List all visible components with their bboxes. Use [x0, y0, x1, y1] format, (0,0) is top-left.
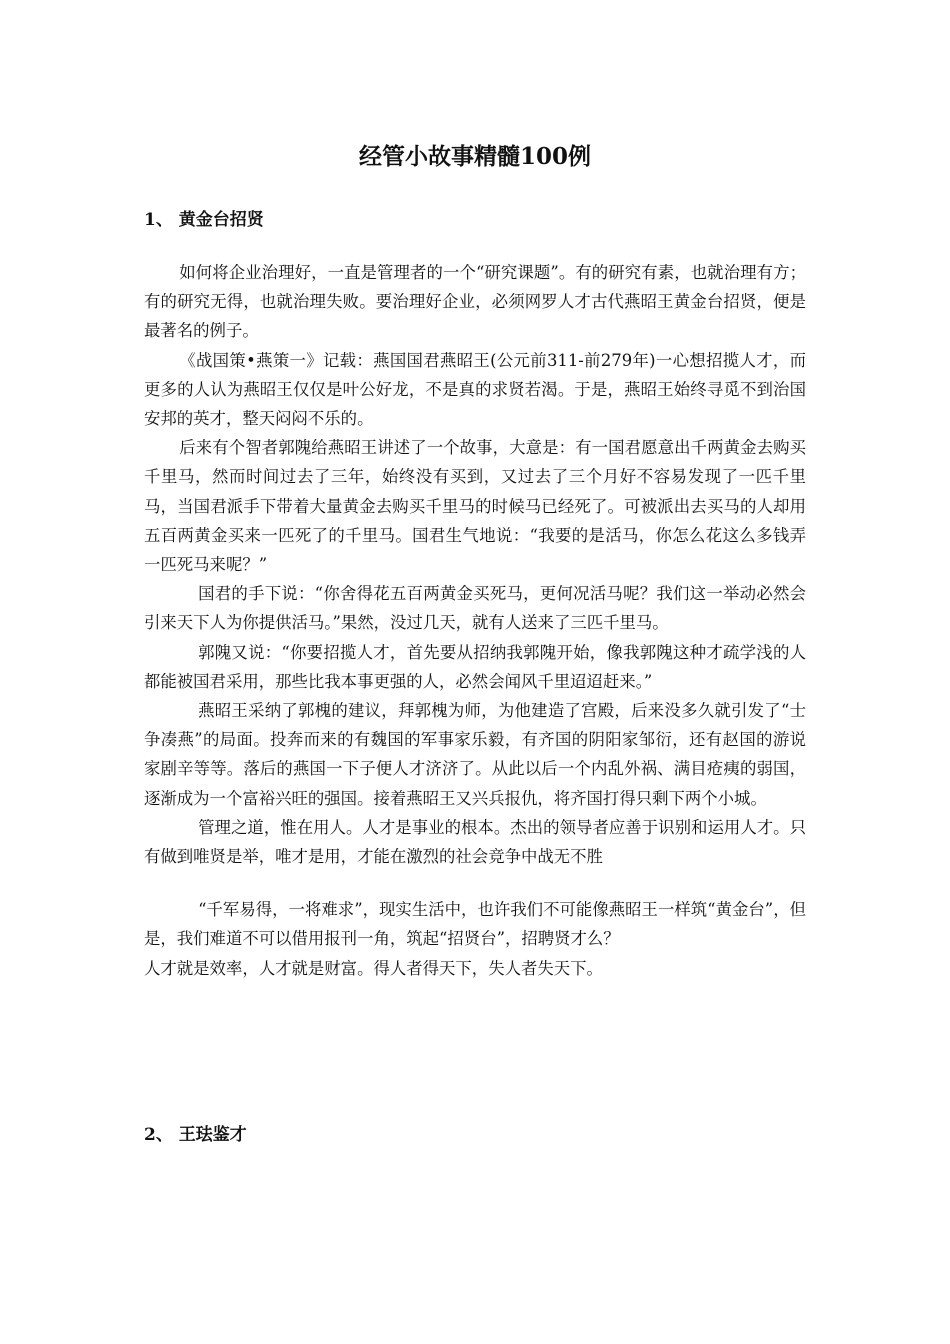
section-title: 黄金台招贤 — [178, 210, 264, 230]
section-number: 2、 — [144, 1125, 173, 1145]
paragraph: 郭隗又说：“你要招揽人才，首先要从招纳我郭隗开始，像我郭隗这种才疏学浅的人都能被国君采用，那些比我本事更强的人，必然会闻风千里迢迢赶来。” — [144, 642, 806, 691]
paragraph: 燕昭王采纳了郭槐的建议，拜郭槐为师，为他建造了宫殿，后来没多久就引发了“士争凑燕”的局面。投奔而来的有魏国的军事家乐毅，有齐国的阴阳家邹衍，还有赵国的游说家剧辛等等。落后的燕国一下子便人才济济了。从此以后一个内乱外祸、满目疮痍的弱国，逐渐成为一个富裕兴旺的强国。接着燕昭王又兴兵报仇，将齐国打得只剩下两个小城。 — [144, 701, 806, 808]
section-heading-1 — [144, 208, 264, 232]
document-title: 经管小故事精髓100例 — [358, 143, 591, 170]
paragraph-gap — [144, 871, 806, 895]
section-number: 1、 — [144, 210, 173, 230]
section-title: 王珐鉴才 — [178, 1125, 247, 1145]
paragraph: 《战国策•燕策一》记载：燕国国君燕昭王(公元前311-前279年)一心想招揽人才，而更多的人认为燕昭王仅仅是叶公好龙，不是真的求贤若渴。于是，燕昭王始终寻觅不到治国安邦的英才，整天闷闷不乐的。 — [144, 350, 806, 429]
paragraph: 后来有个智者郭隗给燕昭王讲述了一个故事，大意是：有一国君愿意出千两黄金去购买千里马，然而时间过去了三年，始终没有买到，又过去了三个月好不容易发现了一匹千里马，当国君派手下带着大量黄金去购买千里马的时候马已经死了。可被派出去买马的人却用五百两黄金买来一匹死了的千里马。国君生气地说：“我要的是活马，你怎么花这么多钱弄一匹死马来呢？” — [144, 438, 806, 575]
section-body-1 — [144, 258, 806, 983]
paragraph: 国君的手下说：“你舍得花五百两黄金买死马，更何况活马呢？我们这一举动必然会引来天下人为你提供活马。”果然，没过几天，就有人送来了三匹千里马。 — [144, 584, 806, 633]
section-heading-2 — [144, 1123, 247, 1147]
paragraph: 如何将企业治理好，一直是管理者的一个“研究课题”。有的研究有素，也就治理有方；有的研究无得，也就治理失败。要治理好企业，必须网罗人才古代燕昭王黄金台招贤，便是最著名的例子。 — [144, 263, 806, 341]
paragraph: 人才就是效率，人才就是财富。得人者得天下，失人者失天下。 — [144, 958, 603, 978]
paragraph: “千军易得，一将难求”，现实生活中，也许我们不可能像燕昭王一样筑“黄金台”，但是，我们难道不可以借用报刊一角，筑起“招贤台”，招聘贤才么？ — [144, 900, 806, 949]
paragraph: 管理之道，惟在用人。人才是事业的根本。杰出的领导者应善于识别和运用人才。只有做到唯贤是举，唯才是用，才能在激烈的社会竞争中战无不胜 — [144, 817, 806, 867]
